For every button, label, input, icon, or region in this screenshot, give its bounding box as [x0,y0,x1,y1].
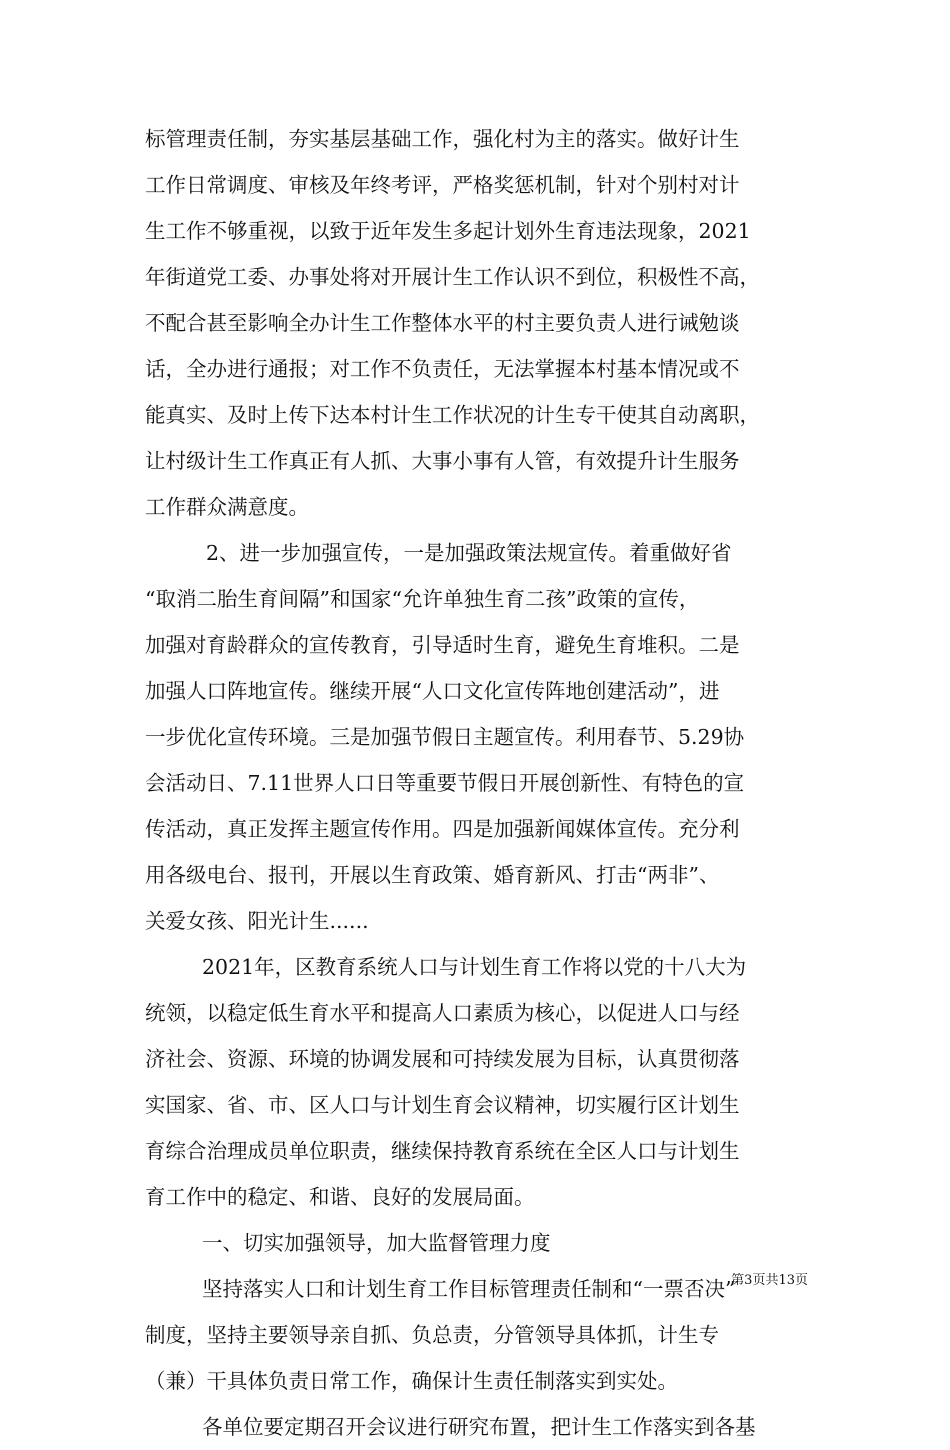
text-line: 育综合治理成员单位职责，继续保持教育系统在全区人口与计划生 [145,1139,740,1163]
text-line: 标管理责任制，夯实基层基础工作，强化村为主的落实。做好计生 [145,127,740,151]
document-body [145,116,807,1450]
paragraph-start-line: 2021年，区教育系统人口与计划生育工作将以党的十八大为 [202,955,747,979]
text-line: 传活动，真正发挥主题宣传作用。四是加强新闻媒体宣传。充分利 [145,817,740,841]
text-line: 加强人口阵地宣传。继续开展“人口文化宣传阵地创建活动”，进 [145,679,720,703]
text-line: 育工作中的稳定、和谐、良好的发展局面。 [145,1185,535,1209]
text-line: 不配合甚至影响全办计生工作整体水平的村主要负责人进行诫勉谈 [145,311,740,335]
text-line: 实国家、省、市、区人口与计划生育会议精神，切实履行区计划生 [145,1093,740,1117]
text-line: 用各级电台、报刊，开展以生育政策、婚育新风、打击“两非”、 [145,863,720,887]
text-line: 关爱女孩、阳光计生...... [145,909,369,933]
paragraph-start-line: 坚持落实人口和计划生育工作目标管理责任制和“一票否决” [202,1277,736,1301]
text-line: 会活动日、7.11世界人口日等重要节假日开展创新性、有特色的宣 [145,771,745,795]
text-line: 制度，坚持主要领导亲自抓、负总责，分管领导具体抓，计生专 [145,1323,719,1347]
text-line: 一步优化宣传环境。三是加强节假日主题宣传。利用春节、5.29协 [145,725,745,749]
page-number: 第3页共13页 [731,1273,808,1288]
text-line: 生工作不够重视，以致于近年发生多起计划外生育违法现象，2021 [145,219,751,243]
text-line: 统领，以稳定低生育水平和提高人口素质为核心，以促进人口与经 [145,1001,740,1025]
text-line: 让村级计生工作真正有人抓、大事小事有人管，有效提升计生服务 [145,449,740,473]
text-line: （兼）干具体负责日常工作，确保计生责任制落实到实处。 [145,1369,678,1393]
text-line: 年街道党工委、办事处将对开展计生工作认识不到位，积极性不高， [145,265,760,289]
text-line: 话，全办进行通报；对工作不负责任，无法掌握本村基本情况或不 [145,357,740,381]
text-line: 工作群众满意度。 [145,495,309,519]
text-line: 能真实、及时上传下达本村计生工作状况的计生专干使其自动离职， [145,403,760,427]
text-line: 工作日常调度、审核及年终考评，严格奖惩机制，针对个别村对计 [145,173,740,197]
text-line: “取消二胎生育间隔”和国家“允许单独生育二孩”政策的宣传， [145,587,700,611]
paragraph-start-line: 各单位要定期召开会议进行研究布置，把计生工作落实到各基 [202,1415,756,1439]
text-line: 加强对育龄群众的宣传教育，引导适时生育，避免生育堆积。二是 [145,633,740,657]
paragraph-start-line: 2、进一步加强宣传，一是加强政策法规宣传。着重做好省 [206,541,732,565]
section-heading: 一、切实加强领导，加大监督管理力度 [202,1231,551,1255]
text-line: 济社会、资源、环境的协调发展和可持续发展为目标，认真贯彻落 [145,1047,740,1071]
